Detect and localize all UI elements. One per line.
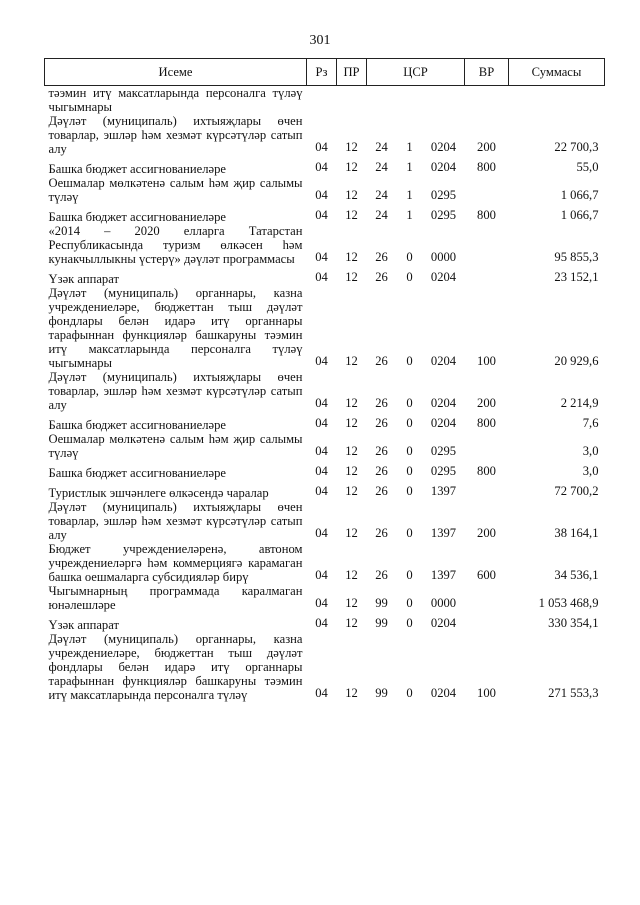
row-pr: 12 (345, 188, 358, 202)
row-rz: 04 (315, 250, 328, 264)
row-name: Дәүләт (муниципаль) органнары, казна учреждениеләре, бюджеттан тыш дәүләт фондлары белән идарә итү органнары тарафыннан функцияләр башкаруны тәэмин итү максатларында персоналга түләү чыгымнары (48, 286, 303, 370)
row-pr: 12 (345, 686, 358, 700)
header-pr: ПР (337, 59, 367, 86)
row-csr-subprogram: 0 (406, 686, 413, 700)
row-rz: 04 (315, 396, 328, 410)
row-pr: 12 (345, 208, 358, 222)
row-sum: 20 929,6 (554, 354, 599, 368)
row-vr (465, 176, 509, 204)
row-vr (465, 480, 509, 500)
table-row (45, 176, 605, 204)
row-vr (465, 224, 509, 266)
header-vr: ВР (465, 59, 509, 86)
row-pr: 12 (345, 484, 358, 498)
row-csr-program: 24 (375, 208, 388, 222)
table-row (45, 204, 605, 224)
row-sum: 23 152,1 (554, 270, 599, 284)
row-sum: 1 066,7 (560, 208, 599, 222)
row-sum: 3,0 (582, 464, 599, 478)
table-header-row (45, 59, 605, 86)
row-csr-direction: 0295 (430, 208, 457, 222)
row-csr-subprogram: 0 (406, 354, 413, 368)
row-sum: 95 855,3 (554, 250, 599, 264)
row-rz: 04 (315, 208, 328, 222)
row-sum: 34 536,1 (554, 568, 599, 582)
row-name: Оешмалар мөлкәтенә салым һәм җир салымы түләү (48, 432, 303, 460)
row-pr (337, 86, 367, 115)
row-csr-program (367, 86, 397, 115)
row-vr (465, 432, 509, 460)
table-row (45, 584, 605, 612)
row-name: Дәүләт (муниципаль) ихтыяҗлары өчен товарлар, эшләр һәм хезмәт күрсәтүләр сатып алу (48, 370, 303, 412)
row-vr (465, 612, 509, 632)
row-csr-subprogram (397, 86, 423, 115)
header-sum: Суммасы (509, 59, 605, 86)
table-row (45, 114, 605, 156)
row-rz: 04 (315, 526, 328, 540)
row-sum: 7,6 (582, 416, 599, 430)
row-vr: 200 (477, 140, 496, 154)
row-vr: 200 (477, 396, 496, 410)
row-csr-program: 26 (375, 396, 388, 410)
header-csr: ЦСР (367, 59, 465, 86)
row-csr-subprogram: 0 (406, 596, 413, 610)
row-csr-direction: 0000 (430, 250, 457, 264)
row-csr-direction: 0204 (430, 160, 457, 174)
row-csr-direction: 0204 (430, 416, 457, 430)
row-name: Дәүләт (муниципаль) ихтыяҗлары өчен товарлар, эшләр һәм хезмәт күрсәтүләр сатып алу (48, 500, 303, 542)
row-vr (465, 86, 509, 115)
row-name: Үзәк аппарат (48, 618, 119, 632)
row-name: Башка бюджет ассигнованиеләре (48, 466, 226, 480)
table-row (45, 542, 605, 584)
row-csr-program: 99 (375, 686, 388, 700)
row-pr: 12 (345, 416, 358, 430)
row-sum: 330 354,1 (548, 616, 599, 630)
row-rz: 04 (315, 464, 328, 478)
row-csr-subprogram: 0 (406, 270, 413, 284)
row-csr-subprogram: 0 (406, 526, 413, 540)
row-pr: 12 (345, 140, 358, 154)
row-rz: 04 (315, 354, 328, 368)
row-csr-program: 24 (375, 160, 388, 174)
row-sum: 1 053 468,9 (538, 596, 599, 610)
budget-table (44, 58, 605, 702)
row-pr: 12 (345, 464, 358, 478)
row-rz: 04 (315, 484, 328, 498)
row-csr-program: 26 (375, 526, 388, 540)
row-pr: 12 (345, 526, 358, 540)
row-name: Чыгымнарның программада каралмаган юнәлешләре (48, 584, 303, 612)
row-csr-subprogram: 1 (406, 160, 413, 174)
row-name: Дәүләт (муниципаль) органнары, казна учреждениеләре, бюджеттан тыш дәүләт фондлары белән идарә итү органнары тарафыннан функцияләр башкаруны тәэмин итү максатларында персоналга түләү (48, 632, 303, 702)
row-csr-direction: 0295 (430, 444, 457, 458)
row-csr-subprogram: 0 (406, 444, 413, 458)
row-csr-program: 26 (375, 568, 388, 582)
row-csr-program: 24 (375, 188, 388, 202)
table-row (45, 224, 605, 266)
row-sum: 271 553,3 (548, 686, 599, 700)
row-name: Оешмалар мөлкәтенә салым һәм җир салымы түләү (48, 176, 303, 204)
row-csr-direction: 1397 (430, 484, 457, 498)
row-sum: 3,0 (582, 444, 599, 458)
row-rz: 04 (315, 270, 328, 284)
table-row (45, 460, 605, 480)
row-csr-direction: 0000 (430, 596, 457, 610)
row-csr-subprogram: 1 (406, 208, 413, 222)
row-csr-subprogram: 0 (406, 464, 413, 478)
row-csr-subprogram: 0 (406, 416, 413, 430)
row-csr-subprogram: 1 (406, 140, 413, 154)
row-pr: 12 (345, 354, 358, 368)
row-csr-subprogram: 0 (406, 568, 413, 582)
row-name: тәэмин итү максатларында персоналга түләү чыгымнары (48, 86, 303, 114)
row-csr-program: 99 (375, 596, 388, 610)
row-vr: 800 (477, 160, 496, 174)
row-csr-direction: 0204 (430, 686, 457, 700)
row-vr (465, 266, 509, 286)
row-csr-subprogram: 0 (406, 396, 413, 410)
row-csr-subprogram: 0 (406, 484, 413, 498)
row-rz: 04 (315, 444, 328, 458)
row-sum: 55,0 (576, 160, 599, 174)
row-vr: 600 (477, 568, 496, 582)
row-name: «2014 – 2020 елларга Татарстан Республикасында туризм өлкәсен һәм кунакчыллыкны үстерү» дәүләт программасы (48, 224, 303, 266)
row-csr-program: 26 (375, 464, 388, 478)
row-csr-subprogram: 0 (406, 616, 413, 630)
table-row (45, 370, 605, 412)
table-row (45, 612, 605, 632)
row-name: Бюджет учреждениеләренә, автоном учреждениеләргә һәм коммерциягә карамаган башка оешмаларга субсидияләр бирү (48, 542, 303, 584)
row-sum: 72 700,2 (554, 484, 599, 498)
row-csr-program: 26 (375, 484, 388, 498)
row-csr-program: 99 (375, 616, 388, 630)
row-name: Үзәк аппарат (48, 272, 119, 286)
row-name: Башка бюджет ассигнованиеләре (48, 418, 226, 432)
row-csr-direction: 0204 (430, 140, 457, 154)
row-rz: 04 (315, 160, 328, 174)
row-rz: 04 (315, 568, 328, 582)
header-name: Исеме (45, 59, 307, 86)
row-vr: 100 (477, 354, 496, 368)
table-row (45, 266, 605, 286)
row-vr: 200 (477, 526, 496, 540)
page-number: 301 (309, 33, 331, 48)
row-csr-direction: 0204 (430, 616, 457, 630)
row-pr: 12 (345, 568, 358, 582)
row-csr-program: 26 (375, 354, 388, 368)
row-csr-subprogram: 0 (406, 250, 413, 264)
row-pr: 12 (345, 250, 358, 264)
table-row (45, 286, 605, 370)
row-rz (307, 86, 337, 115)
row-rz: 04 (315, 140, 328, 154)
table-row (45, 480, 605, 500)
row-csr-program: 26 (375, 444, 388, 458)
row-name: Дәүләт (муниципаль) ихтыяҗлары өчен товарлар, эшләр һәм хезмәт күрсәтүләр сатып алу (48, 114, 303, 156)
row-csr-direction: 1397 (430, 526, 457, 540)
row-name: Башка бюджет ассигнованиеләре (48, 162, 226, 176)
row-csr-program: 26 (375, 250, 388, 264)
row-sum: 1 066,7 (560, 188, 599, 202)
row-vr: 800 (477, 208, 496, 222)
row-csr-program: 26 (375, 270, 388, 284)
row-vr: 100 (477, 686, 496, 700)
row-csr-direction: 1397 (430, 568, 457, 582)
row-pr: 12 (345, 270, 358, 284)
table-row (45, 500, 605, 542)
row-csr-program: 26 (375, 416, 388, 430)
row-csr-direction: 0295 (430, 188, 457, 202)
row-rz: 04 (315, 188, 328, 202)
row-pr: 12 (345, 160, 358, 174)
table-row (45, 432, 605, 460)
table-row (45, 412, 605, 432)
row-sum: 2 214,9 (560, 396, 599, 410)
row-vr: 800 (477, 464, 496, 478)
row-vr (465, 584, 509, 612)
table-row (45, 86, 605, 115)
row-rz: 04 (315, 686, 328, 700)
row-rz: 04 (315, 616, 328, 630)
row-pr: 12 (345, 596, 358, 610)
row-csr-direction: 0204 (430, 354, 457, 368)
table-body (45, 86, 605, 703)
row-csr-direction: 0204 (430, 396, 457, 410)
row-sum: 38 164,1 (554, 526, 599, 540)
row-sum: 22 700,3 (554, 140, 599, 154)
row-pr: 12 (345, 616, 358, 630)
row-csr-direction: 0295 (430, 464, 457, 478)
row-pr: 12 (345, 396, 358, 410)
row-vr: 800 (477, 416, 496, 430)
row-name: Башка бюджет ассигнованиеләре (48, 210, 226, 224)
row-csr-direction (423, 86, 465, 115)
row-sum (509, 86, 605, 115)
row-csr-program: 24 (375, 140, 388, 154)
row-pr: 12 (345, 444, 358, 458)
row-csr-subprogram: 1 (406, 188, 413, 202)
row-rz: 04 (315, 596, 328, 610)
header-rz: Рз (307, 59, 337, 86)
row-csr-direction: 0204 (430, 270, 457, 284)
row-rz: 04 (315, 416, 328, 430)
table-row (45, 156, 605, 176)
row-name: Туристлык эшчәнлеге өлкәсендә чаралар (48, 486, 269, 500)
table-row (45, 632, 605, 702)
